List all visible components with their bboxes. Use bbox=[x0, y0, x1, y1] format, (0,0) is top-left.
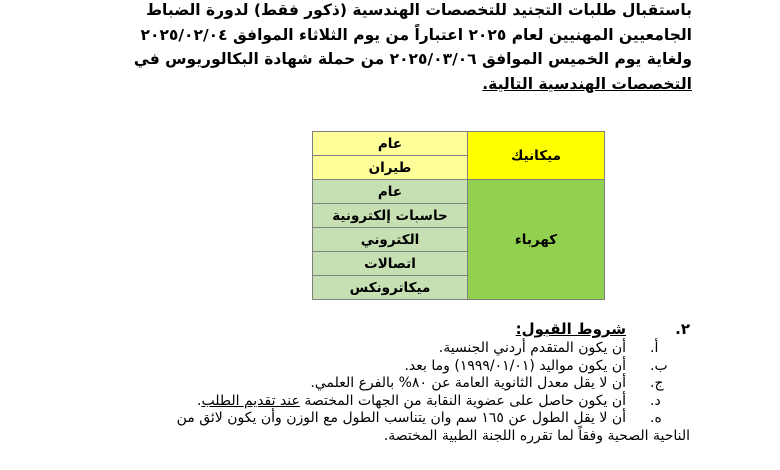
condition-item bbox=[10, 340, 690, 358]
condition-marker: د. bbox=[650, 392, 661, 409]
specializations-table bbox=[312, 131, 605, 300]
condition-text: أن يكون المتقدم أردني الجنسية. bbox=[438, 340, 626, 356]
condition-item bbox=[10, 375, 690, 393]
condition-text: أن لا يقل الطول عن ١٦٥ سم وان يتناسب الطول مع الوزن وأن يكون لائق من bbox=[176, 410, 626, 426]
specialization-cell: حاسبات إلكترونية bbox=[313, 204, 468, 228]
condition-text-part: أن يكون حاصل على عضوية النقابة من الجهات المختصة bbox=[299, 392, 626, 409]
condition-marker: ه. bbox=[650, 410, 662, 426]
intro-line: الجامعيين المهنيين لعام ٢٠٢٥ اعتباراً من يوم الثلاثاء الموافق ٢٠٢٥/٠٢/٠٤ bbox=[140, 25, 692, 44]
condition-marker: ج. bbox=[650, 375, 664, 391]
condition-text bbox=[197, 393, 646, 411]
intro-line: ولغاية يوم الخميس الموافق ٢٠٢٥/٠٣/٠٦ من حملة شهادة البكالوريوس في bbox=[133, 50, 692, 68]
condition-item bbox=[10, 358, 690, 376]
condition-text: أن لا يقل معدل الثانوية العامة عن ٨٠% بالفرع العلمي. bbox=[310, 375, 626, 391]
intro-line: التخصصات الهندسية التالية. bbox=[482, 74, 692, 93]
specialization-cell: الكتروني bbox=[313, 228, 468, 252]
specialization-cell: ميكاترونكس bbox=[313, 276, 468, 300]
condition-text-part: . bbox=[197, 392, 202, 409]
category-cell-electrical: كهرباء bbox=[468, 180, 605, 300]
section-heading bbox=[10, 318, 690, 340]
condition-item bbox=[10, 393, 690, 411]
condition-text: أن يكون مواليد (١٩٩٩/٠١/٠١) وما بعد. bbox=[404, 357, 626, 374]
specialization-cell: اتصالات bbox=[313, 252, 468, 276]
admission-conditions-section bbox=[10, 318, 690, 445]
section-number: ٢. bbox=[675, 320, 690, 338]
condition-marker: أ. bbox=[650, 340, 659, 356]
condition-continuation: الناحية الصحية وفقاً لما تقرره اللجنة الطبية المختصة. bbox=[383, 427, 690, 444]
category-cell-mechanical: ميكانيك bbox=[468, 132, 605, 180]
intro-paragraph bbox=[82, 0, 692, 96]
specialization-cell: عام bbox=[313, 132, 468, 156]
intro-line: باستقبال طلبات التجنيد للتخصصات الهندسية (ذكور فقط) لدورة الضباط bbox=[145, 1, 692, 19]
table-row bbox=[313, 132, 605, 156]
table-row bbox=[313, 180, 605, 204]
condition-item bbox=[10, 410, 690, 428]
condition-text-underlined: عند تقديم الطلب bbox=[201, 392, 300, 409]
section-title: شروط القبول: bbox=[515, 320, 626, 338]
specialization-cell: عام bbox=[313, 180, 468, 204]
specialization-cell: طيران bbox=[313, 156, 468, 180]
condition-marker: ب. bbox=[650, 357, 668, 374]
